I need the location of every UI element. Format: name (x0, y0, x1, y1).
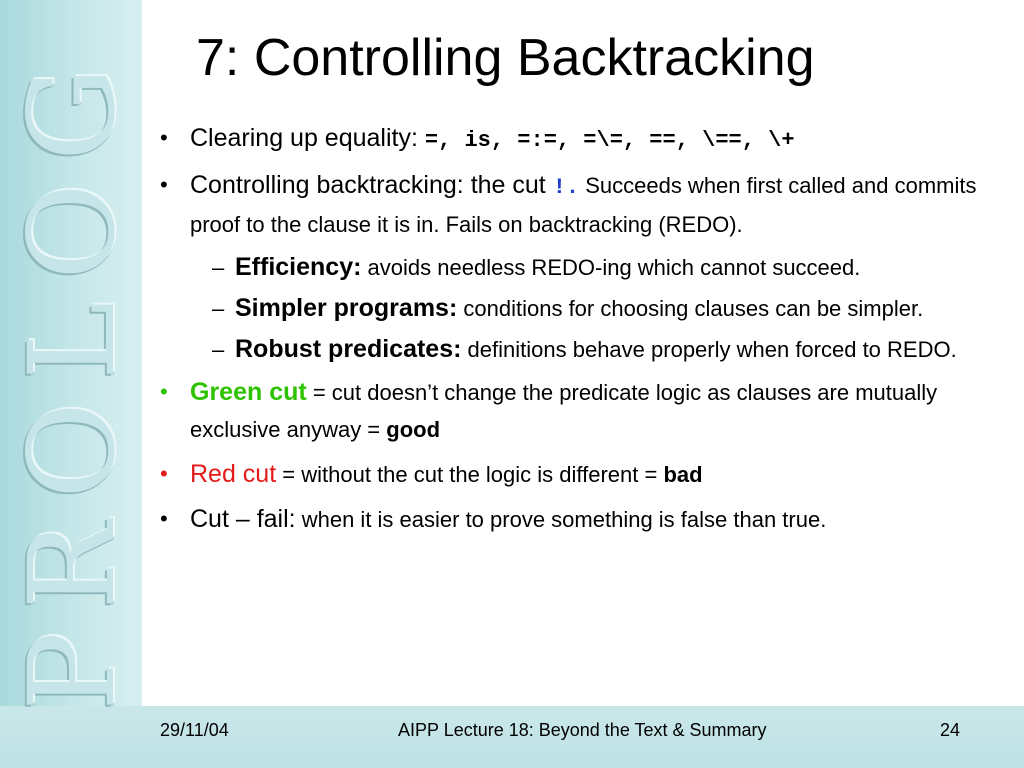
robust-text: definitions behave properly when forced to REDO. (461, 337, 957, 362)
footer-lecture: AIPP Lecture 18: Beyond the Text & Summary (398, 720, 767, 740)
bullet-dot: • (160, 461, 168, 486)
sub-simpler (160, 292, 1016, 325)
bullet-dot: • (160, 506, 168, 531)
green-cut-label: Green cut (190, 378, 307, 406)
equality-label: Clearing up equality: (190, 124, 425, 152)
green-cut-text: = cut doesn’t change the predicate logic as clauses are mutually exclusive anyway = (190, 380, 938, 442)
prolog-logo-text: PROLOG (3, 44, 141, 712)
bullet-dot: • (160, 379, 168, 404)
efficiency-head: Efficiency: (235, 253, 362, 281)
efficiency-text: avoids needless REDO-ing which cannot succeed. (361, 255, 861, 280)
sub-robust (160, 333, 1016, 366)
dash-marker: – (212, 296, 225, 321)
footer-date: 29/11/04 (160, 720, 229, 740)
bullet-equality (160, 120, 1016, 159)
backtracking-desc: Succeeds when first called and commits proof to the clause it is in. Fails on backtracking (REDO). (190, 173, 977, 237)
sub-efficiency (160, 251, 1016, 284)
cut-symbol: !. (552, 175, 580, 200)
red-cut-text: = without the cut the logic is different = (276, 462, 664, 487)
footer-page-number: 24 (940, 720, 961, 740)
slide-body (160, 120, 1016, 546)
bullet-dot: • (160, 172, 168, 197)
bullet-red-cut (160, 456, 1016, 493)
backtracking-label: Controlling backtracking: the cut (190, 171, 553, 199)
cut-fail-text: when it is easier to prove something is false than true. (295, 507, 827, 532)
simpler-text: conditions for choosing clauses can be simpler. (457, 296, 924, 321)
dash-marker: – (212, 337, 225, 362)
bullet-cut-fail (160, 501, 1016, 538)
dash-marker: – (212, 255, 225, 280)
robust-head: Robust predicates: (235, 335, 462, 363)
simpler-head: Simpler programs: (235, 294, 458, 322)
red-cut-verdict: bad (663, 462, 703, 487)
bullet-backtracking (160, 167, 1016, 243)
equality-operators: =, is, =:=, =\=, ==, \==, \+ (424, 128, 795, 153)
bullet-green-cut (160, 374, 1016, 448)
green-cut-verdict: good (386, 417, 441, 442)
red-cut-label: Red cut (190, 460, 277, 488)
cut-fail-label: Cut – fail: (190, 505, 296, 533)
bullet-dot: • (160, 125, 168, 150)
slide-title: 7: Controlling Backtracking (196, 29, 815, 87)
